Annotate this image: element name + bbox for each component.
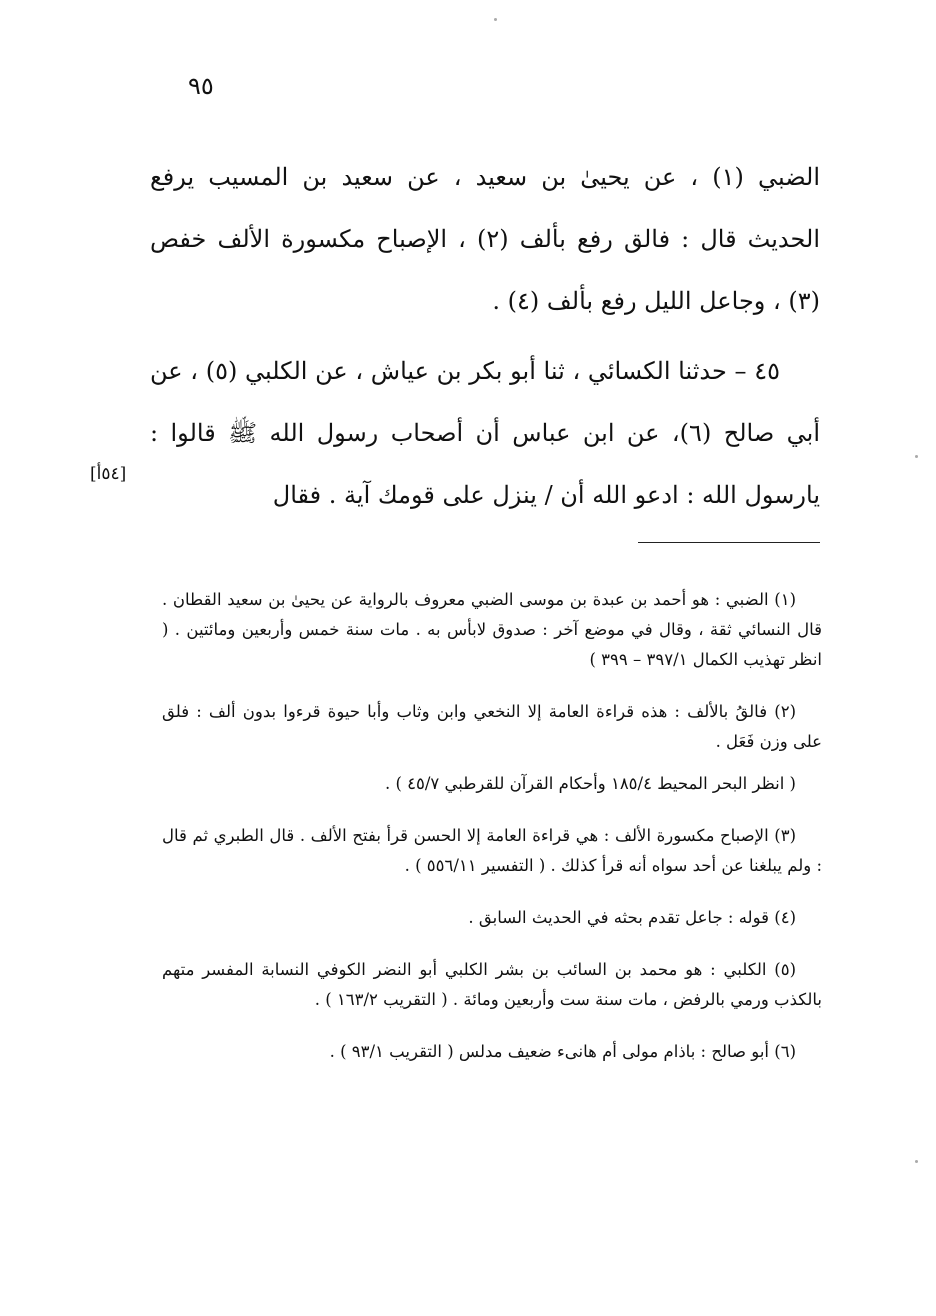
margin-folio-reference: [٥٤أ] — [90, 464, 127, 484]
footnote-3: (٣) الإصباح مكسورة الألف : هي قراءة العامة إلا الحسن قرأ بفتح الألف . قال الطبري ثم قال : ولم يبلغنا عن أحد سواه أنه قرأ كذلك . ( التفسير ٥٥٦/١١ ) . — [162, 826, 822, 875]
footnote-1: (١) الضبي : هو أحمد بن عبدة بن موسى الضبي معروف بالرواية عن يحيىٰ بن سعيد القطان . قال النسائي ثقة ، وقال في موضع آخر : صدوق لابأس به . مات سنة خمس وأربعين ومائتين . ( انظر تهذيب الكمال ٣٩٧/١ – ٣٩٩ ) — [162, 590, 822, 669]
footnote-6: (٦) أبو صالح : باذام مولى أم هانىء ضعيف مدلس ( التقريب ٩٣/١ ) . — [329, 1042, 796, 1061]
footnote-divider — [638, 542, 820, 543]
footnote-5: (٥) الكلبي : هو محمد بن السائب بن بشر الكلبي أبو النضر الكوفي النسابة المفسر متهم بالكذب ورمي بالرفض ، مات سنة ست وأربعين ومائة . ( التقريب ١٦٣/٢ ) . — [162, 960, 822, 1009]
footnote-2-reference: ( انظر البحر المحيط ١٨٥/٤ وأحكام القرآن للقرطبي ٤٥/٧ ) . — [384, 774, 796, 793]
footnote-2: (٢) فالقُ بالألف : هذه قراءة العامة إلا النخعي وابن وثاب وأبا حيوة قرءوا بدون ألف : فلق على وزن فَعَل . — [162, 702, 822, 751]
footnotes — [162, 585, 822, 1089]
scan-speck — [494, 18, 497, 21]
main-text — [150, 146, 820, 526]
page-number: ٩٥ — [188, 72, 214, 100]
scan-speck — [915, 455, 918, 458]
scan-speck — [915, 1160, 918, 1163]
paragraph-1: الضبي (١) ، عن يحيىٰ بن سعيد ، عن سعيد بن المسيب يرفع الحديث قال : فالق رفع بألف (٢) ، الإصباح مكسورة الألف خفص (٣) ، وجاعل الليل رفع بألف (٤) . — [150, 163, 820, 315]
paragraph-2-hadith-45: ٤٥ – حدثنا الكسائي ، ثنا أبو بكر بن عياش ، عن الكلبي (٥) ، عن أبي صالح (٦)، عن ابن عباس أن أصحاب رسول الله ﷺ قالوا : يارسول الله : ادعو الله أن / ينزل على قومك آية . فقال — [150, 357, 820, 509]
footnote-4: (٤) قوله : جاعل تقدم بحثه في الحديث السابق . — [468, 908, 796, 927]
